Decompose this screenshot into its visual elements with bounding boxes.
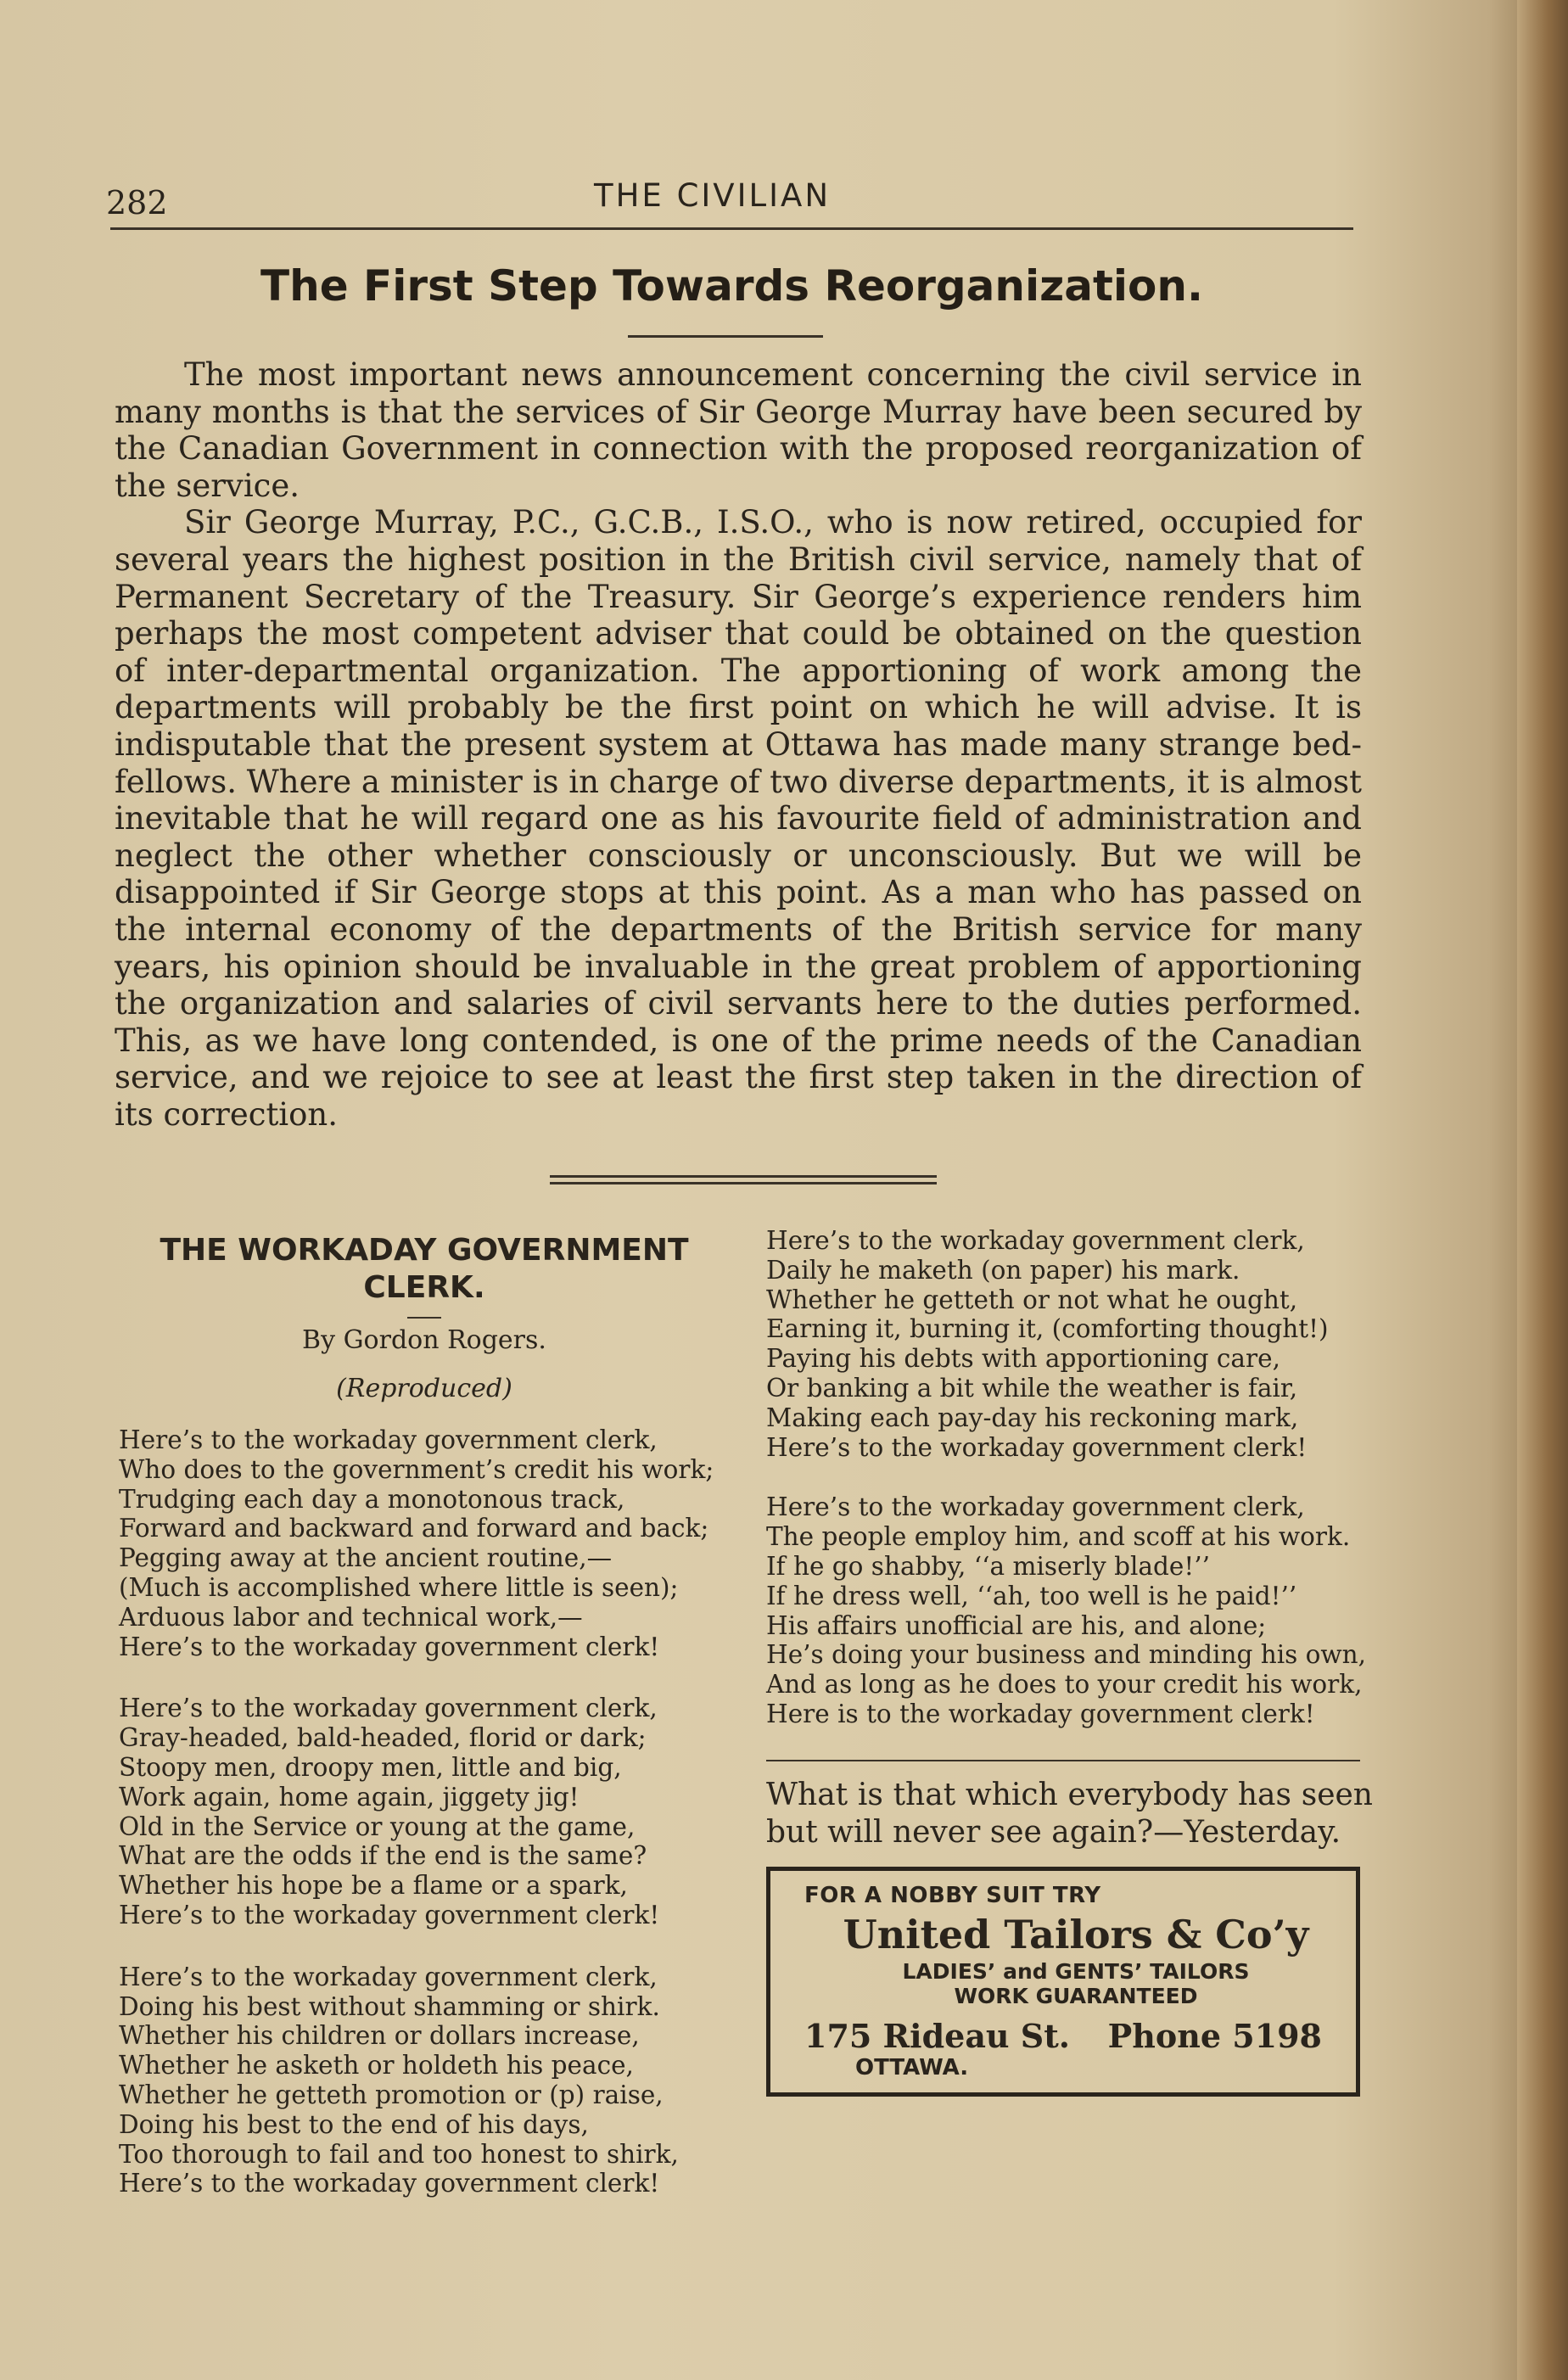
ad-tagline: FOR A NOBBY SUIT TRY — [804, 1882, 1101, 1908]
poem-stanza — [119, 1425, 730, 1661]
poem-line: Old in the Service or young at the game, — [119, 1812, 636, 1841]
poem-line: Here’s to the workaday government clerk! — [766, 1432, 1308, 1462]
poem-stanza — [119, 1694, 730, 1929]
poem-line: Doing his best to the end of his days, — [119, 2109, 589, 2139]
poem-line: Forward and backward and forward and back; — [119, 1514, 709, 1543]
poem-line: Here’s to the workaday government clerk! — [119, 1632, 660, 1661]
page-edge — [1517, 0, 1568, 2380]
poem-line: Here is to the workaday government clerk! — [766, 1699, 1315, 1728]
ad-phone: Phone 5198 — [1107, 2016, 1322, 2055]
poem-line: If he dress well, ‘‘ah, too well is he paid!’’ — [766, 1581, 1297, 1610]
ad-subtitle: LADIES’ and GENTS’ TAILORS — [902, 1958, 1250, 1984]
advertisement-box — [766, 1867, 1360, 2097]
poem-title: THE WORKADAY GOVERNMENT CLERK. — [160, 1233, 689, 1305]
poem-right-column — [766, 1226, 1373, 2097]
poem-line: Gray-headed, bald-headed, florid or dark; — [119, 1723, 647, 1753]
riddle-rule — [766, 1760, 1360, 1761]
poem-line: Whether he asketh or holdeth his peace, — [119, 2051, 634, 2080]
poem-line: Whether his children or dollars increase, — [119, 2021, 640, 2051]
poem-left-column — [119, 1232, 730, 2231]
poem-line: Pegging away at the ancient routine,— — [119, 1543, 613, 1573]
poem-line: Here’s to the workaday government clerk, — [766, 1492, 1305, 1522]
ad-guarantee: WORK GUARANTEED — [954, 1983, 1198, 2008]
poem-line: And as long as he does to your credit his work, — [766, 1670, 1363, 1700]
poem-line: If he go shabby, ‘‘a miserly blade!’’ — [766, 1551, 1210, 1581]
poem-line: Whether his hope be a flame or a spark, — [119, 1871, 628, 1901]
poem-line: Here’s to the workaday government clerk, — [119, 1425, 658, 1454]
poem-line: Here’s to the workaday government clerk, — [119, 1694, 658, 1723]
section-divider — [550, 1175, 937, 1184]
page-number: 282 — [106, 184, 168, 221]
poem-line: Here’s to the workaday government clerk, — [766, 1226, 1305, 1255]
poem-line: His affairs unofficial are his, and alone; — [766, 1610, 1267, 1640]
riddle-text: What is that which everybody has seen but will never see again?—Yesterday. — [766, 1777, 1373, 1850]
poem-line: Daily he maketh (on paper) his mark. — [766, 1255, 1240, 1285]
poem-line: (Much is accomplished where little is seen); — [119, 1572, 679, 1602]
poem-line: Work again, home again, jiggety jig! — [119, 1782, 580, 1812]
poem-line: Doing his best without shamming or shirk. — [119, 1991, 660, 2021]
running-title: THE CIVILIAN — [594, 177, 832, 214]
poem-line: Arduous labor and technical work,— — [119, 1602, 583, 1632]
article-paragraph: Sir George Murray, P.C., G.C.B., I.S.O., who is now retired, occupied for several years the highest position in the British civil service, namely that of Permanent Secretary of the Treasury. Sir George’s experience renders him perhaps the most competent adviser that could be obtained on the question of inter-departmental organization. The apportioning of work among the departments will probably be the first point on which he will advise. It is indisputable that the present system at Ottawa has made many strange bed-fellows. Where a minister is in charge of two diverse departments, it is almost inevitable that he will regard one as his favourite field of administration and neglect the other whether consciously or unconsciously. But we will be disappointed if Sir George stops at this point. As a man who has passed on the internal economy of the departments of the British service for many years, his opinion should be invaluable in the great problem of apportioning the organization and salaries of civil servants here to the duties performed. This, as we have long contended, is one of the prime needs of the Canadian service, and we rejoice to see at least the first step taken in the direction of its correction. — [115, 504, 1362, 1133]
title-rule — [628, 335, 823, 338]
poem-line: Paying his debts with apportioning care, — [766, 1344, 1280, 1374]
ad-contact-row — [804, 2017, 1347, 2055]
poem-line: What are the odds if the end is the same? — [119, 1841, 647, 1871]
poem-line: Whether he getteth or not what he ought, — [766, 1285, 1298, 1314]
poem-line: Whether he getteth promotion or (p) raise, — [119, 2080, 664, 2109]
poem-stanza — [766, 1226, 1373, 1462]
poem-line: Too thorough to fail and too honest to shirk, — [119, 2139, 679, 2169]
poem-line: Who does to the government’s credit his work; — [119, 1454, 714, 1484]
poem-stanza — [766, 1492, 1373, 1728]
poem-line: Here’s to the workaday government clerk, — [119, 1962, 658, 1991]
poem-line: He’s doing your business and minding his own, — [766, 1640, 1367, 1670]
poem-line: Trudging each day a monotonous track, — [119, 1484, 625, 1514]
poem-line: Here’s to the workaday government clerk! — [119, 2169, 660, 2198]
poem-line: Earning it, burning it, (comforting thought!) — [766, 1314, 1329, 1344]
poem-stanza — [119, 1963, 730, 2198]
ad-business-name: United Tailors & Co’y — [843, 1911, 1309, 1957]
article-body — [115, 356, 1362, 1133]
poem-line: Here’s to the workaday government clerk! — [119, 1900, 660, 1929]
poem-line: Stoopy men, droopy men, little and big, — [119, 1752, 622, 1782]
article-paragraph: The most important news announcement concerning the civil service in many months is that the services of Sir George Murray have been secured by the Canadian Government in connection with the proposed reorganization of the service. — [115, 356, 1362, 504]
poem-line: Or banking a bit while the weather is fair, — [766, 1373, 1298, 1403]
poem-title-rule — [407, 1317, 441, 1319]
ad-city: OTTAWA. — [855, 2054, 969, 2080]
poem-note: (Reproduced) — [336, 1374, 512, 1403]
ad-address: 175 Rideau St. — [804, 2016, 1071, 2055]
poem-line: The people employ him, and scoff at his work. — [766, 1522, 1351, 1552]
page-header — [106, 174, 1353, 225]
poem-byline: By Gordon Rogers. — [302, 1325, 546, 1355]
poem-line: Making each pay-day his reckoning mark, — [766, 1403, 1299, 1432]
header-rule — [110, 227, 1353, 230]
article-title: The First Step Towards Reorganization. — [260, 261, 1203, 311]
